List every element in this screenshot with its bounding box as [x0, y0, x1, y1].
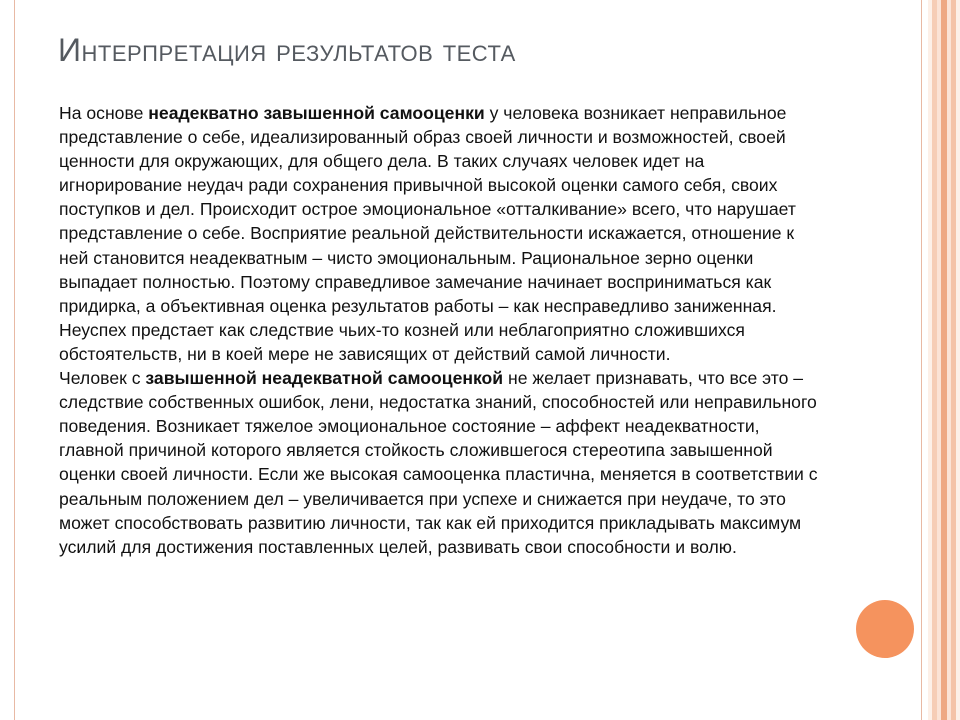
slide-body	[59, 101, 819, 559]
paragraph-2-rest: не желает признавать, что все это – следствие собственных ошибок, лени, недостатка знаний, способностей или неправильного поведения. Возникает тяжелое эмоциональное состояние – аффект неадекватности, главной причиной которого является стойкость сложившегося стереотипа завышенной оценки своей личности. Если же высокая самооценка пластична, меняется в соответствии с реальным положением дел – увеличивается при успехе и снижается при неудаче, то это может способствовать развитию личности, так как ей приходится прикладывать максимум усилий для достижения поставленных целей, развивать свои способности и волю.	[59, 368, 818, 557]
paragraph-2-lead: Человек с	[59, 368, 146, 389]
decorative-stripes	[928, 0, 960, 720]
paragraph-1-rest: у человека возникает неправильное представление о себе, идеализированный образ своей личности и возможностей, своей ценности для окружающих, для общего дела. В таких случаях человек идет на игнорирование неудач ради сохранения привычной высокой оценки самого себя, своих поступков и дел. Происходит острое эмоциональное «отталкивание» всего, что нарушает представление о себе. Восприятие реальной действительности искажается, отношение к ней становится неадекватным – чисто эмоциональным. Рациональное зерно оценки выпадает полностью. Поэтому справедливое замечание начинает восприниматься как придирка, а объективная оценка результатов работы – как несправедливо заниженная. Неуспех предстает как следствие чьих-то козней или неблагоприятно сложившихся обстоятельств, ни в коей мере не зависящих от действий самой личности.	[59, 103, 796, 364]
paragraph-1	[59, 101, 819, 366]
paragraph-2	[59, 366, 819, 559]
slide-title: Интерпретация результатов теста	[58, 32, 516, 68]
accent-circle	[856, 600, 914, 658]
paragraph-1-emphasis: неадекватно завышенной самооценки	[148, 103, 485, 123]
paragraph-1-lead: На основе	[59, 103, 149, 123]
paragraph-2-emphasis: завышенной неадекватной самооценкой	[145, 368, 504, 389]
